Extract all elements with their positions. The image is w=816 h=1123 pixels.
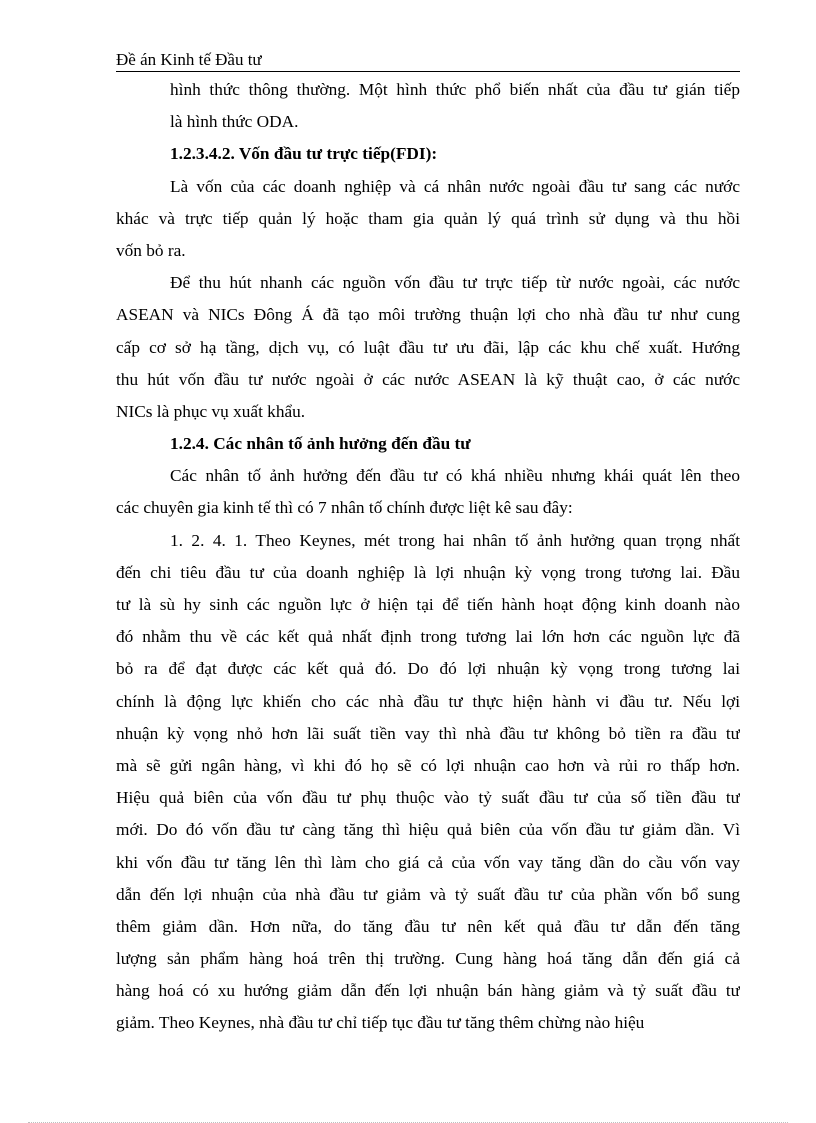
page-header — [116, 46, 740, 72]
text-line: thu hút vốn đầu tư nước ngoài ở các nước ASEAN là kỹ thuật cao, ở các nước — [116, 369, 740, 389]
text-line: thêm giảm dần. Hơn nữa, do tăng đầu tư nên kết quả đầu tư dẫn đến tăng — [116, 916, 740, 936]
text-line: lượng sản phẩm hàng hoá trên thị trường. Cung hàng hoá tăng dẫn đến giá cả — [116, 949, 740, 969]
text-line: Các nhân tố ảnh hưởng đến đầu tư có khá nhiều nhưng khái quát lên theo — [170, 466, 740, 486]
text-line: chính là động lực khiến cho các nhà đầu tư thực hiện hành vi đầu tư. Nếu lợi — [116, 691, 740, 711]
text-line: khác và trực tiếp quản lý hoặc tham gia quản lý quá trình sử dụng và thu hồi — [116, 208, 740, 228]
text-line: hàng hoá có xu hướng giảm dẫn đến lợi nhuận bán hàng giảm và tỷ suất đầu tư — [116, 981, 740, 1001]
text-line: các chuyên gia kinh tế thì có 7 nhân tố chính được liệt kê sau đây: — [116, 498, 573, 518]
text-line: đó nhằm thu về các kết quả nhất định trong tương lai lớn hơn các nguồn lực đã — [116, 627, 740, 647]
text-line: Để thu hút nhanh các nguồn vốn đầu tư trực tiếp từ nước ngoài, các nước — [170, 273, 740, 293]
text-line: Là vốn của các doanh nghiệp và cá nhân nước ngoài đầu tư sang các nước — [170, 176, 740, 196]
text-line: là hình thức ODA. — [170, 112, 299, 132]
section-heading: 1.2.4. Các nhân tố ảnh hưởng đến đầu tư — [170, 434, 471, 454]
text-line: tư là sù hy sinh các nguồn lực ở hiện tại để tiến hành hoạt động kinh doanh nào — [116, 595, 740, 614]
document-title: Đề án Kinh tế Đầu tư — [116, 50, 262, 69]
text-line: 1. 2. 4. 1. Theo Keynes, mét trong hai nhân tố ảnh hưởng quan trọng nhất — [170, 530, 740, 550]
document-body — [116, 74, 740, 1040]
text-line: ASEAN và NICs Đông Á đã tạo môi trường thuận lợi cho nhà đầu tư như cung — [116, 305, 740, 325]
text-line: dẫn đến lợi nhuận của nhà đầu tư giảm và tỷ suất đầu tư của phần vốn bổ sung — [116, 884, 740, 904]
text-line: mới. Do đó vốn đầu tư càng tăng thì hiệu quả biên của vốn đầu tư giảm dần. Vì — [116, 820, 740, 840]
text-line: hình thức thông thường. Một hình thức phổ biến nhất của đầu tư gián tiếp — [170, 80, 740, 99]
text-line: mà sẽ gửi ngân hàng, vì khi đó họ sẽ có lợi nhuận cao hơn và rủi ro thấp hơn. — [116, 755, 740, 775]
text-line: nhuận kỳ vọng nhỏ hơn lãi suất tiền vay thì nhà đầu tư không bỏ tiền ra đầu tư — [116, 723, 740, 743]
text-line: bỏ ra để đạt được các kết quả đó. Do đó lợi nhuận kỳ vọng trong tương lai — [116, 659, 740, 679]
text-line: khi vốn đầu tư tăng lên thì làm cho giá cả của vốn vay tăng dần do cầu vốn vay — [116, 852, 740, 872]
text-line: vốn bỏ ra. — [116, 240, 186, 260]
text-line: Hiệu quả biên của vốn đầu tư phụ thuộc vào tỷ suất đầu tư của số tiền đầu tư — [116, 788, 740, 808]
text-line: giảm. Theo Keynes, nhà đầu tư chỉ tiếp tục đầu tư tăng thêm chừng nào hiệu — [116, 1013, 645, 1033]
text-line: đến chi tiêu đầu tư của doanh nghiệp là lợi nhuận kỳ vọng trong tương lai. Đầu — [116, 562, 740, 582]
text-line: cấp cơ sở hạ tầng, dịch vụ, có luật đầu tư ưu đãi, lập các khu chế xuất. Hướng — [116, 337, 740, 357]
section-heading: 1.2.3.4.2. Vốn đầu tư trực tiếp(FDI): — [170, 144, 438, 164]
text-line: NICs là phục vụ xuất khẩu. — [116, 401, 306, 421]
